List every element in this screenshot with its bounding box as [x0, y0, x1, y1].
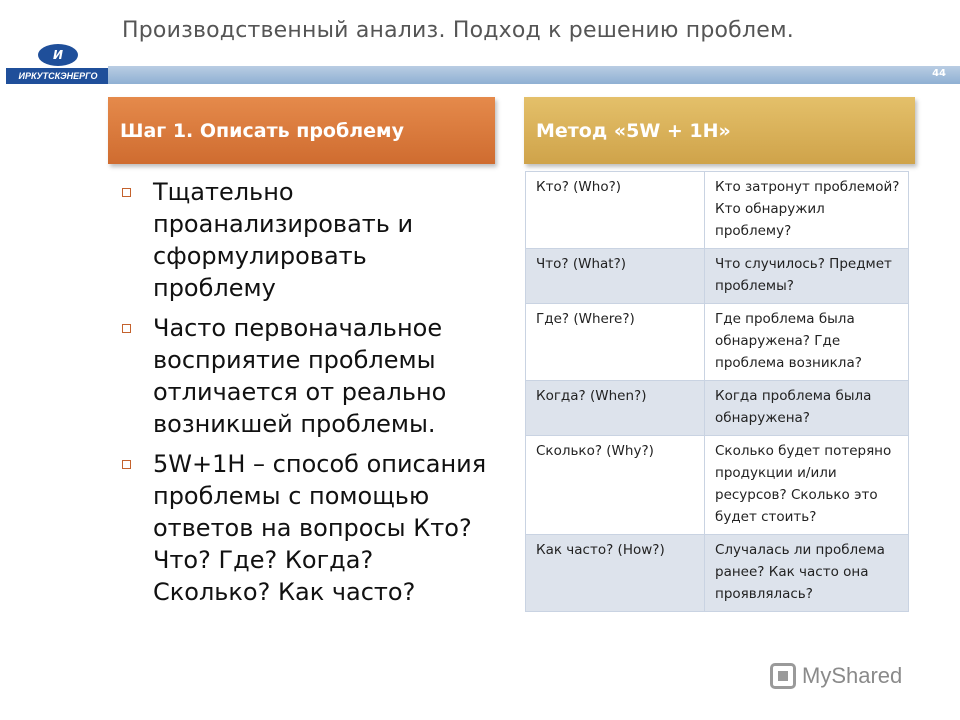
5w1h-table [525, 171, 909, 612]
square-bullet-icon [122, 324, 131, 333]
bullet-item [118, 448, 488, 608]
answer-cell: Кто затронут проблемой? Кто обнаружил проблему? [705, 172, 909, 249]
watermark-text: MyShared [802, 663, 903, 688]
table-row [526, 172, 909, 249]
table-row [526, 381, 909, 436]
answer-cell: Сколько будет потеряно продукции и/или ресурсов? Сколько это будет стоить? [705, 436, 909, 535]
logo-text: ИРКУТСКЭНЕРГО [6, 68, 110, 84]
company-logo [6, 44, 110, 86]
square-bullet-icon [122, 188, 131, 197]
table-row [526, 304, 909, 381]
question-cell: Сколько? (Why?) [526, 436, 705, 535]
square-bullet-icon [122, 460, 131, 469]
question-cell: Где? (Where?) [526, 304, 705, 381]
table-row [526, 436, 909, 535]
page-number: 44 [932, 68, 946, 79]
bullet-text: Тщательно проанализировать и сформулировать проблему [153, 178, 414, 302]
question-cell: Кто? (Who?) [526, 172, 705, 249]
myshared-logo-icon [770, 663, 796, 689]
header-bar [108, 66, 960, 84]
answer-cell: Когда проблема была обнаружена? [705, 381, 909, 436]
table-row [526, 249, 909, 304]
question-cell: Когда? (When?) [526, 381, 705, 436]
answer-cell: Где проблема была обнаружена? Где проблема возникла? [705, 304, 909, 381]
bullet-text: 5W+1H – способ описания проблемы с помощью ответов на вопросы Кто? Что? Где? Когда? Сколько? Как часто? [153, 450, 487, 606]
logo-mark: И [38, 44, 78, 66]
question-cell: Как часто? (How?) [526, 535, 705, 612]
question-cell: Что? (What?) [526, 249, 705, 304]
step-header: Шаг 1. Описать проблему [108, 97, 495, 164]
bullet-item [118, 176, 488, 304]
bullet-list [118, 176, 488, 616]
table-row [526, 535, 909, 612]
method-header: Метод «5W + 1H» [524, 97, 915, 164]
answer-cell: Что случилось? Предмет проблемы? [705, 249, 909, 304]
bullet-text: Часто первоначальное восприятие проблемы отличается от реально возникшей проблемы. [153, 314, 447, 438]
slide-title: Производственный анализ. Подход к решению проблем. [122, 18, 794, 43]
watermark [770, 660, 902, 692]
answer-cell: Случалась ли проблема ранее? Как часто она проявлялась? [705, 535, 909, 612]
bullet-item [118, 312, 488, 440]
